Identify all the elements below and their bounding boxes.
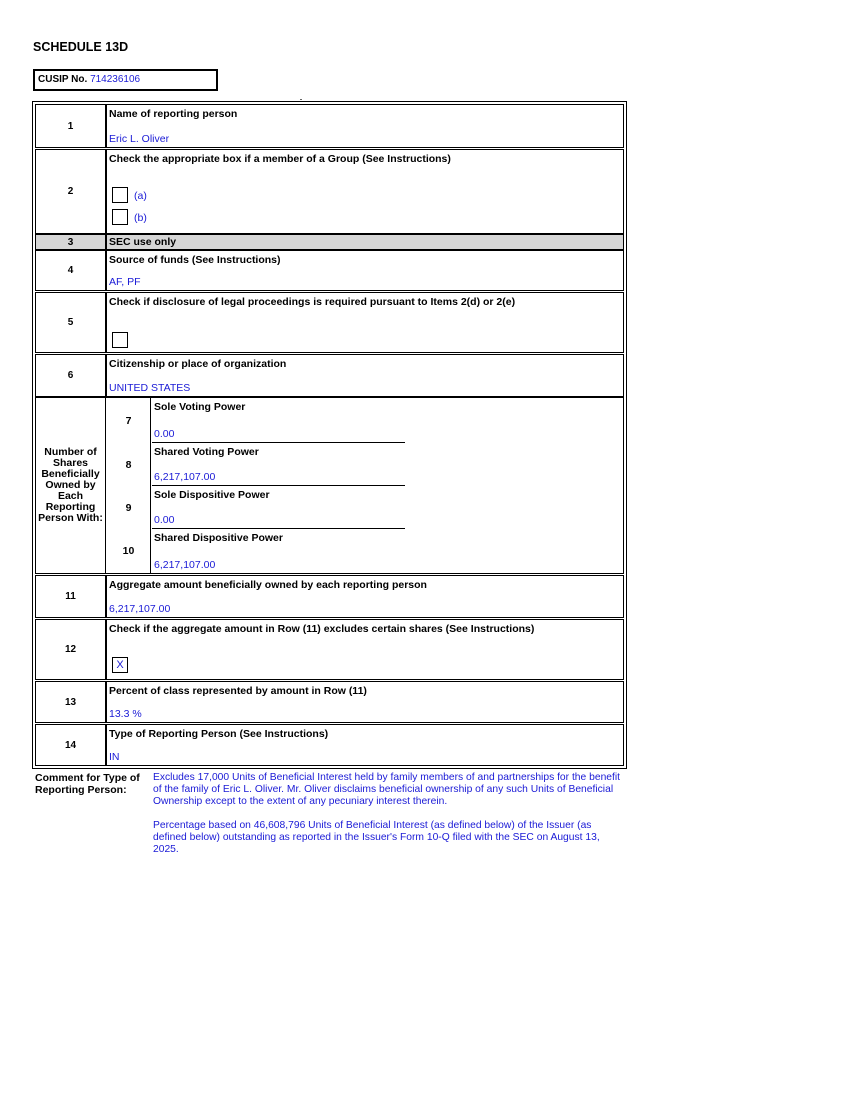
row-6	[35, 354, 624, 397]
aggregate-amount-value: 6,217,107.00	[109, 603, 171, 615]
row-label: Citizenship or place of organization	[109, 358, 287, 370]
row-5	[35, 292, 624, 353]
group-checkbox-b[interactable]	[112, 209, 128, 225]
legal-proceedings-checkbox[interactable]	[112, 332, 128, 348]
row-7	[152, 398, 405, 443]
citizenship-value: UNITED STATES	[109, 382, 191, 394]
sole-dispositive-power-value: 0.00	[154, 514, 175, 526]
shared-voting-power-value: 6,217,107.00	[154, 471, 216, 483]
sole-voting-power-value: 0.00	[154, 428, 175, 440]
shares-owned-label: Number of Shares Beneficially Owned by Each Reporting Person With:	[36, 398, 106, 573]
row-11	[35, 575, 624, 618]
row-label: Shared Dispositive Power	[154, 532, 283, 544]
row-label: Type of Reporting Person (See Instructions)	[109, 728, 329, 740]
row-1	[35, 104, 624, 148]
group-checkbox-b-label: (b)	[134, 212, 147, 224]
shares-block	[35, 397, 624, 574]
row-label: Check the appropriate box if a member of a Group (See Instructions)	[109, 153, 451, 165]
row-number: 2	[36, 150, 106, 233]
shared-dispositive-power-value: 6,217,107.00	[154, 559, 216, 571]
row-label: Percent of class represented by amount in Row (11)	[109, 685, 367, 697]
row-label: SEC use only	[109, 236, 177, 248]
row-number: 6	[36, 355, 106, 396]
row-9	[152, 486, 405, 529]
row-label: Source of funds (See Instructions)	[109, 254, 281, 266]
row-number: 5	[36, 293, 106, 352]
row-14	[35, 724, 624, 766]
comment-label: Comment for Type of Reporting Person:	[35, 772, 140, 796]
row-4	[35, 250, 624, 291]
row-13	[35, 681, 624, 723]
row-number: 7	[107, 398, 151, 443]
comment-paragraph-1: Excludes 17,000 Units of Beneficial Interest held by family members of and partnerships for the benefit of the family of Eric L. Oliver. Mr. Oliver disclaims beneficial ownership of any such Units of Beneficial Ownership except to the extent of any pecuniary interest therein.	[153, 772, 621, 807]
row-number: 8	[107, 443, 151, 486]
group-checkbox-a-label: (a)	[134, 190, 147, 202]
row-2	[35, 149, 624, 234]
row-number: 10	[107, 529, 151, 573]
row-number: 3	[36, 235, 106, 249]
excludes-shares-checkbox[interactable]: X	[112, 657, 128, 673]
row-number: 9	[107, 486, 151, 529]
row-3	[35, 234, 624, 250]
row-label: Sole Dispositive Power	[154, 489, 270, 501]
row-number: 14	[36, 725, 106, 765]
row-number: 13	[36, 682, 106, 722]
cusip-label: CUSIP No.	[38, 74, 88, 85]
row-number: 12	[36, 620, 106, 679]
page-title: SCHEDULE 13D	[33, 40, 129, 54]
percent-of-class-value: 13.3 %	[109, 708, 142, 720]
row-number: 11	[36, 576, 106, 617]
row-label: Check if disclosure of legal proceedings is required pursuant to Items 2(d) or 2(e)	[109, 296, 516, 308]
row-label: Shared Voting Power	[154, 446, 259, 458]
row-label: Aggregate amount beneficially owned by each reporting person	[109, 579, 427, 591]
row-number: 4	[36, 251, 106, 290]
group-checkbox-a[interactable]	[112, 187, 128, 203]
row-label: Check if the aggregate amount in Row (11) excludes certain shares (See Instructions)	[109, 623, 535, 635]
reporting-person-type-value: IN	[109, 751, 120, 763]
comment-text	[153, 772, 621, 868]
row-8	[152, 443, 405, 486]
cusip-box	[33, 69, 218, 91]
cusip-value: 714236106	[90, 74, 141, 85]
row-10	[152, 529, 405, 573]
row-12	[35, 619, 624, 680]
row-label: Sole Voting Power	[154, 401, 246, 413]
row-number: 1	[36, 105, 106, 147]
stray-mark	[300, 99, 302, 100]
source-of-funds-value: AF, PF	[109, 276, 141, 288]
comment-paragraph-2: Percentage based on 46,608,796 Units of Beneficial Interest (as defined below) of the Issuer (as defined below) outstanding as reported in the Issuer's Form 10-Q filed with the SEC on August 13, 2025.	[153, 820, 600, 855]
row-label: Name of reporting person	[109, 108, 238, 120]
reporting-person-name: Eric L. Oliver	[109, 133, 170, 145]
